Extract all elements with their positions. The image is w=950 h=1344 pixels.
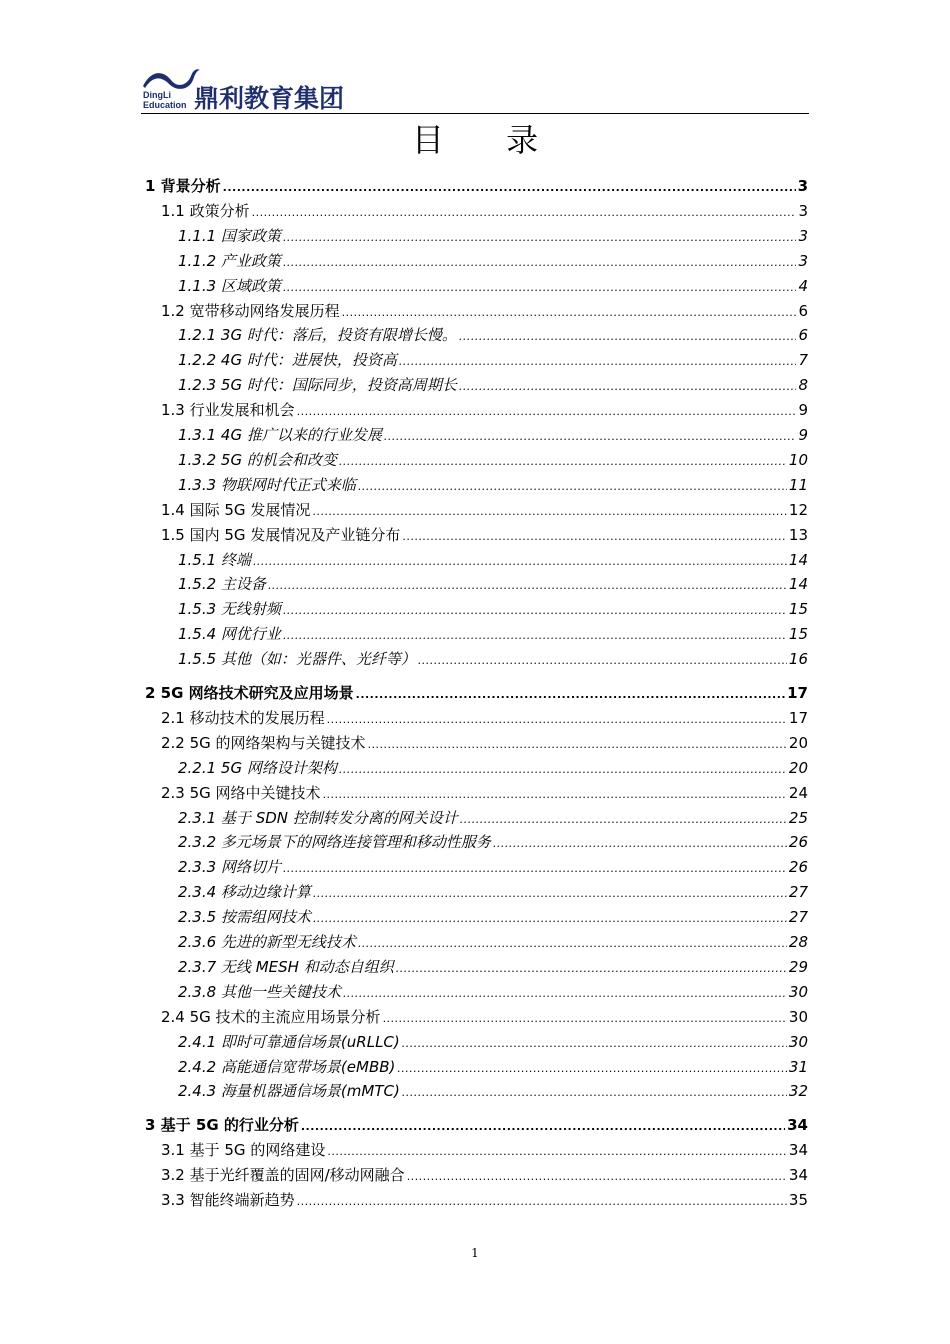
toc-dot-leader: [223, 175, 796, 199]
toc-entry-level2[interactable]: [161, 1189, 808, 1211]
toc-entry-level1[interactable]: [145, 175, 808, 197]
toc-entry-title: 3.2 基于光纤覆盖的固网/移动网融合: [161, 1166, 405, 1185]
toc-entry-title: 1.1.1 国家政策: [178, 226, 281, 245]
toc-entry-title: 1.3.2 5G 的机会和改变: [178, 450, 337, 469]
toc-entry-level3[interactable]: [178, 1080, 808, 1102]
toc-entry-level3[interactable]: [178, 324, 808, 346]
toc-entry-page: 9: [798, 426, 808, 444]
toc-entry-level3[interactable]: [178, 831, 808, 853]
toc-entry-level3[interactable]: [178, 474, 808, 496]
toc-entry-title: 1.4 国际 5G 发展情况: [161, 500, 311, 519]
toc-entry-title: 2.4.2 高能通信宽带场景(eMBB): [178, 1057, 396, 1076]
toc-entry-level3[interactable]: [178, 275, 808, 297]
header-divider: [141, 113, 809, 114]
toc-entry-page: 20: [788, 758, 808, 777]
toc-dot-leader: [402, 1080, 787, 1104]
toc-entry-level3[interactable]: [178, 648, 808, 670]
toc-entry-page: 30: [788, 1032, 808, 1051]
toc-entry-level3[interactable]: [178, 881, 808, 903]
toc-dot-leader: [459, 374, 797, 398]
toc-entry-page: 32: [788, 1082, 808, 1101]
toc-entry-title: 2 5G 网络技术研究及应用场景: [145, 684, 354, 702]
toc-entry-page: 3: [798, 226, 808, 245]
toc-entry-level3[interactable]: [178, 981, 808, 1003]
toc-entry-title: 1.5.4 网优行业: [178, 625, 281, 644]
toc-entry-level3[interactable]: [178, 549, 808, 571]
toc-entry-level2[interactable]: [161, 524, 808, 546]
toc-dot-leader: [399, 349, 797, 373]
toc-entry-title: 2.3.3 网络切片: [178, 858, 281, 877]
toc-entry-title: 1.3 行业发展和机会: [161, 401, 295, 420]
toc-dot-leader: [313, 906, 787, 930]
toc-entry-title: 2.3.6 先进的新型无线技术: [178, 933, 356, 951]
toc-entry-page: 27: [788, 908, 808, 927]
toc-entry-level2[interactable]: [161, 399, 808, 421]
toc-dot-leader: [313, 881, 787, 905]
toc-dot-leader: [397, 1056, 787, 1080]
toc-entry-level3[interactable]: [178, 956, 808, 978]
toc-dot-leader: [493, 831, 787, 855]
toc-dot-leader: [358, 474, 787, 498]
toc-entry-title: 1.2.1 3G 时代：落后，投资有限增长慢。: [178, 326, 457, 345]
toc-entry-page: 15: [788, 625, 808, 644]
toc-entry-level1[interactable]: [145, 682, 808, 704]
toc-entry-page: 34: [788, 1141, 808, 1160]
toc-entry-level3[interactable]: [178, 225, 808, 247]
toc-entry-page: 14: [788, 550, 808, 569]
toc-entry-title: 2.4.1 即时可靠通信场景(uRLLC): [178, 1032, 400, 1051]
toc-entry-level3[interactable]: [178, 1056, 808, 1078]
toc-entry-page: 6: [798, 326, 808, 345]
toc-entry-page: 26: [788, 858, 808, 877]
toc-entry-page: 17: [788, 708, 808, 727]
toc-entry-page: 34: [788, 1166, 808, 1185]
toc-entry-page: 14: [788, 575, 808, 594]
toc-entry-title: 3 基于 5G 的行业分析: [145, 1116, 299, 1135]
toc-dot-leader: [268, 573, 787, 597]
toc-dot-leader: [283, 856, 787, 880]
toc-entry-level3[interactable]: [178, 856, 808, 878]
page-number: 1: [471, 1246, 479, 1260]
toc-entry-level2[interactable]: [161, 300, 808, 322]
toc-dot-leader: [396, 956, 787, 980]
toc-entry-title: 2.2.1 5G 网络设计架构: [178, 758, 337, 777]
toc-entry-title: 2.3.5 按需组网技术: [178, 908, 311, 927]
toc-entry-page: 15: [788, 600, 808, 619]
toc-entry-level2[interactable]: [161, 200, 808, 222]
toc-dot-leader: [253, 549, 787, 573]
toc-dot-leader: [327, 707, 787, 731]
toc-entry-title: 2.3 5G 网络中关键技术: [161, 783, 321, 802]
toc-dot-leader: [323, 782, 787, 806]
toc-entry-title: 1.1 政策分析: [161, 201, 250, 220]
toc-entry-level2[interactable]: [161, 1139, 808, 1161]
toc-entry-level3[interactable]: [178, 573, 808, 595]
toc-entry-title: 2.4 5G 技术的主流应用场景分析: [161, 1007, 381, 1026]
toc-entry-title: 2.1 移动技术的发展历程: [161, 708, 325, 727]
toc-dot-leader: [283, 250, 797, 274]
toc-dot-leader: [384, 424, 797, 448]
toc-entry-title: 1.1.3 区域政策: [178, 276, 281, 295]
toc-entry-title: 1.5.5 其他（如：光器件、光纤等）: [178, 650, 416, 669]
toc-entry-page: 25: [788, 808, 808, 827]
toc-entry-level3[interactable]: [178, 623, 808, 645]
toc-entry-title: 3.1 基于 5G 的网络建设: [161, 1141, 326, 1160]
toc-entry-title: 1.3.3 物联网时代正式来临: [178, 475, 356, 494]
toc-dot-leader: [407, 1164, 787, 1188]
toc-entry-page: 13: [788, 525, 808, 544]
toc-entry-level2[interactable]: [161, 1164, 808, 1186]
toc-entry-title: 2.3.8 其他一些关键技术: [178, 982, 341, 1001]
toc-dot-leader: [283, 225, 797, 249]
toc-entry-level2[interactable]: [161, 782, 808, 804]
toc-entry-title: 1.5.2 主设备: [178, 575, 266, 594]
toc-dot-leader: [312, 499, 787, 523]
toc-entry-page: 6: [798, 301, 808, 320]
toc-entry-level3[interactable]: [178, 757, 808, 779]
toc-entry-title: 1.5 国内 5G 发展情况及产业链分布: [161, 525, 401, 544]
toc-dot-leader: [418, 648, 787, 672]
toc-dot-leader: [297, 1189, 787, 1213]
toc-entry-page: 26: [788, 833, 808, 852]
toc-dot-leader: [402, 524, 787, 548]
toc-dot-leader: [342, 300, 797, 324]
toc-entry-page: 3: [797, 177, 808, 195]
toc-entry-title: 2.3.7 无线 MESH 和动态自组织: [178, 957, 394, 976]
toc-entry-page: 12: [788, 500, 808, 519]
toc-entry-page: 17: [787, 684, 808, 702]
toc-entry-page: 3: [798, 201, 808, 220]
toc-entry-level3[interactable]: [178, 374, 808, 396]
toc-entry-level3[interactable]: [178, 807, 808, 829]
toc-entry-title: 3.3 智能终端新趋势: [161, 1191, 295, 1209]
logo-chinese: 鼎利教育集团: [194, 84, 345, 113]
toc-dot-leader: [283, 275, 797, 299]
toc-entry-page: 27: [788, 883, 808, 902]
toc-entry-title: 1.2 宽带移动网络发展历程: [161, 301, 340, 320]
toc-entry-level2[interactable]: [161, 707, 808, 729]
toc-entry-page: 31: [788, 1057, 808, 1076]
toc-entry-title: 2.3.2 多元场景下的网络连接管理和移动性服务: [178, 833, 491, 852]
toc-entry-title: 1.5.1 终端: [178, 550, 251, 569]
toc-dot-leader: [402, 1031, 787, 1055]
toc-dot-leader: [368, 732, 787, 756]
toc-entry-page: 30: [788, 982, 808, 1001]
toc-dot-leader: [283, 598, 787, 622]
toc-entry-title: 1 背景分析: [145, 177, 221, 195]
page-header: [141, 64, 809, 116]
toc-entry-level3[interactable]: [178, 906, 808, 928]
toc-entry-title: 1.5.3 无线射频: [178, 600, 281, 619]
toc-entry-page: 20: [788, 733, 808, 752]
toc-entry-level3[interactable]: [178, 1031, 808, 1053]
toc-entry-page: 16: [788, 650, 808, 669]
toc-entry-title: 2.2 5G 的网络架构与关键技术: [161, 733, 366, 752]
logo-english-line1: DingLi: [143, 90, 171, 100]
toc-dot-leader: [301, 1114, 785, 1138]
toc-dot-leader: [460, 807, 787, 831]
toc-dot-leader: [252, 200, 797, 224]
toc-entry-level1[interactable]: [145, 1114, 808, 1136]
toc-entry-level2[interactable]: [161, 732, 808, 754]
toc-dot-leader: [339, 449, 787, 473]
toc-dot-leader: [383, 1006, 787, 1030]
toc-entry-title: 2.3.1 基于 SDN 控制转发分离的网关设计: [178, 808, 458, 827]
toc-entry-page: 29: [788, 957, 808, 976]
logo-english: [143, 90, 187, 110]
toc-entry-level2[interactable]: [161, 1006, 808, 1028]
toc-entry-page: 7: [798, 351, 808, 370]
toc-dot-leader: [297, 399, 797, 423]
toc-entry-level3[interactable]: [178, 424, 808, 446]
page-title: 目 录: [411, 121, 565, 159]
toc-entry-title: 1.3.1 4G 推广以来的行业发展: [178, 426, 382, 444]
toc-dot-leader: [327, 1139, 787, 1163]
toc-entry-page: 30: [788, 1007, 808, 1026]
toc-entry-page: 10: [788, 450, 808, 469]
toc-dot-leader: [459, 324, 797, 348]
toc-entry-page: 35: [788, 1191, 808, 1209]
toc-entry-page: 3: [798, 251, 808, 270]
toc-entry-page: 24: [788, 783, 808, 802]
toc-entry-level3[interactable]: [178, 598, 808, 620]
toc-entry-page: 11: [788, 475, 808, 494]
toc-entry-page: 28: [788, 933, 808, 951]
toc-entry-page: 8: [798, 376, 808, 395]
toc-entry-title: 2.3.4 移动边缘计算: [178, 883, 311, 902]
toc-entry-title: 1.2.3 5G 时代：国际同步，投资高周期长: [178, 376, 457, 395]
toc-entry-page: 9: [798, 401, 808, 420]
toc-entry-level3[interactable]: [178, 931, 808, 953]
toc-entry-page: 34: [787, 1116, 808, 1135]
toc-entry-level3[interactable]: [178, 250, 808, 272]
toc-entry-level3[interactable]: [178, 449, 808, 471]
toc-entry-level3[interactable]: [178, 349, 808, 371]
toc-entry-page: 4: [798, 276, 808, 295]
toc-entry-level2[interactable]: [161, 499, 808, 521]
toc-dot-leader: [358, 931, 787, 955]
toc-dot-leader: [283, 623, 787, 647]
toc-entry-title: 1.2.2 4G 时代：进展快，投资高: [178, 351, 397, 370]
toc-entry-title: 1.1.2 产业政策: [178, 251, 281, 270]
toc-dot-leader: [343, 981, 787, 1005]
toc-dot-leader: [356, 682, 785, 706]
logo-english-line2: Education: [143, 100, 187, 110]
toc-entry-title: 2.4.3 海量机器通信场景(mMTC): [178, 1082, 400, 1101]
toc-dot-leader: [339, 757, 787, 781]
